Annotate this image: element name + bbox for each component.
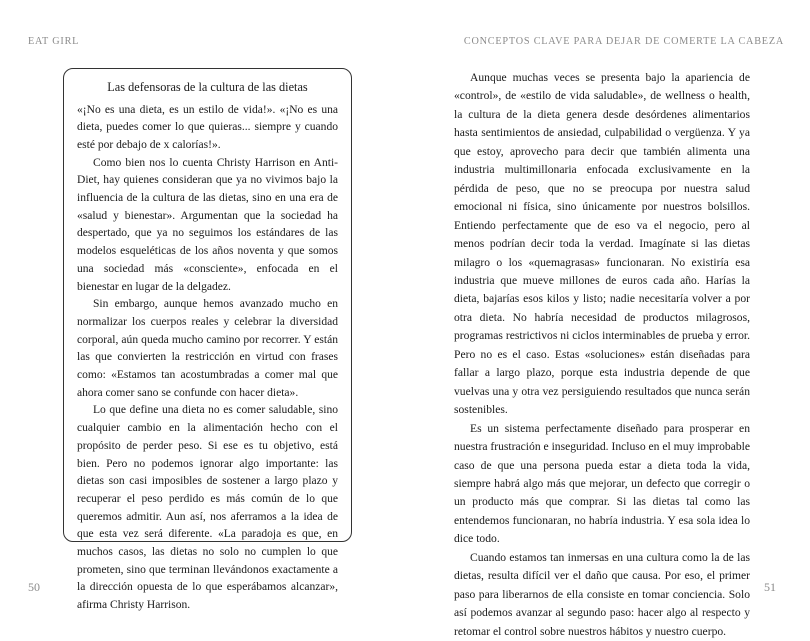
running-head-chapter-title: CONCEPTOS CLAVE PARA DEJAR DE COMERTE LA CABEZA — [463, 36, 784, 47]
body-text — [454, 69, 750, 641]
box-paragraph: Sin embargo, aunque hemos avanzado mucho en normalizar los cuerpos reales y celebrar la diversidad corporal, aún queda mucho camino por recorrer. Y están las que convierten la restricción en virtud con frases como: «Estamos tan acostumbradas a comer mal que ahora comer sano se confunde con hacer dieta». — [77, 298, 338, 399]
body-paragraph: Aunque muchas veces se presenta bajo la apariencia de «control», de «estilo de vida saludable», de wellness o health, la cultura de la dieta genera desde desórdenes alimentarios hasta sentimientos de ansiedad, culpabilidad o vergüenza. Y ya que estoy, aprovecho para decir que también alimenta una industria multimillonaria enfocada exclusivamente en la pérdida de peso, que no se preocupa por nuestra salud emocional ni física, sino únicamente por nuestros bolsillos. Entiendo perfectamente que de eso va el negocio, pero al menos podrían decir toda la verdad. Imagínate si las dietas milagro o los «quemagrasas» funcionaran. No existiría esa industria que mueve millones de euros cada año. Harías la dieta, bajarías esos kilos y listo; nadie necesitaría volver a por otra dieta. No habría necesidad de productos milagrosos, programas restrictivos ni ciclos interminables de prueba y error. Pero no es el caso. Estas «soluciones» están diseñadas para fallar a largo plazo, porque esta industria depende de que vuelvas una y otra vez persiguiendo resultados que nunca serán sostenibles. — [454, 71, 750, 417]
box-title: Las defensoras de la cultura de las dietas — [107, 80, 308, 94]
body-paragraph: Cuando estamos tan inmersas en una cultura como la de las dietas, resulta difícil ver el daño que causa. Por eso, el primer paso para liberarnos de ella consiste en tomar conciencia. Solo así podemos avanzar al segundo paso: hacer algo al respecto y retomar el control sobre nuestros hábitos y nuestro cuerpo. — [454, 550, 750, 638]
box-paragraph: «¡No es una dieta, es un estilo de vida!». «¡No es una dieta, puedes comer lo que quieras... siempre y cuando esté por debajo de x calorías!». — [77, 103, 338, 151]
left-page — [0, 0, 405, 621]
page-number: 51 — [764, 580, 776, 594]
page-number: 50 — [28, 580, 40, 594]
sidebar-box — [63, 68, 352, 612]
running-head-book-title: EAT GIRL — [28, 36, 80, 47]
box-paragraph: Como bien nos lo cuenta Christy Harrison en Anti-Diet, hay quienes consideran que ya no vivimos bajo la influencia de la cultura de las dietas, sino en una era de «salud y bienestar». Argumentan que la sociedad ha despertado, que ya no seguimos los estándares de las modelos esqueléticas de los años noventa y que somos una sociedad más «consciente», enfocada en el bienestar en lugar de la delgadez. — [77, 156, 338, 293]
body-paragraph: Es un sistema perfectamente diseñado para prosperar en nuestra frustración e inseguridad. Incluso en el muy improbable caso de que una persona pueda estar a dieta toda la vida, siempre habrá algo más que mejorar, un defecto que corregir o un producto más que comprar. Si las dietas tal como las entendemos funcionaran, no habría industria. Y esa sola idea lo dice todo. — [454, 421, 750, 546]
box-paragraph: Lo que define una dieta no es comer saludable, sino cualquier cambio en la alimentación hecho con el propósito de perder peso. Si ese es tu objetivo, está bien. Pero no podemos ignorar algo importante: las dietas son casi imposibles de sostener a largo plazo y recuperar el peso perdido es más común de lo que queremos admitir. Aun así, nos aferramos a la idea de que esta vez será diferente. «La paradoja es que, en muchos casos, las dietas no solo no cumplen lo que prometen, sino que terminan llevándonos exactamente a la dirección opuesta de lo que esperábamos alcanzar», afirma Christy Harrison. — [77, 404, 338, 612]
